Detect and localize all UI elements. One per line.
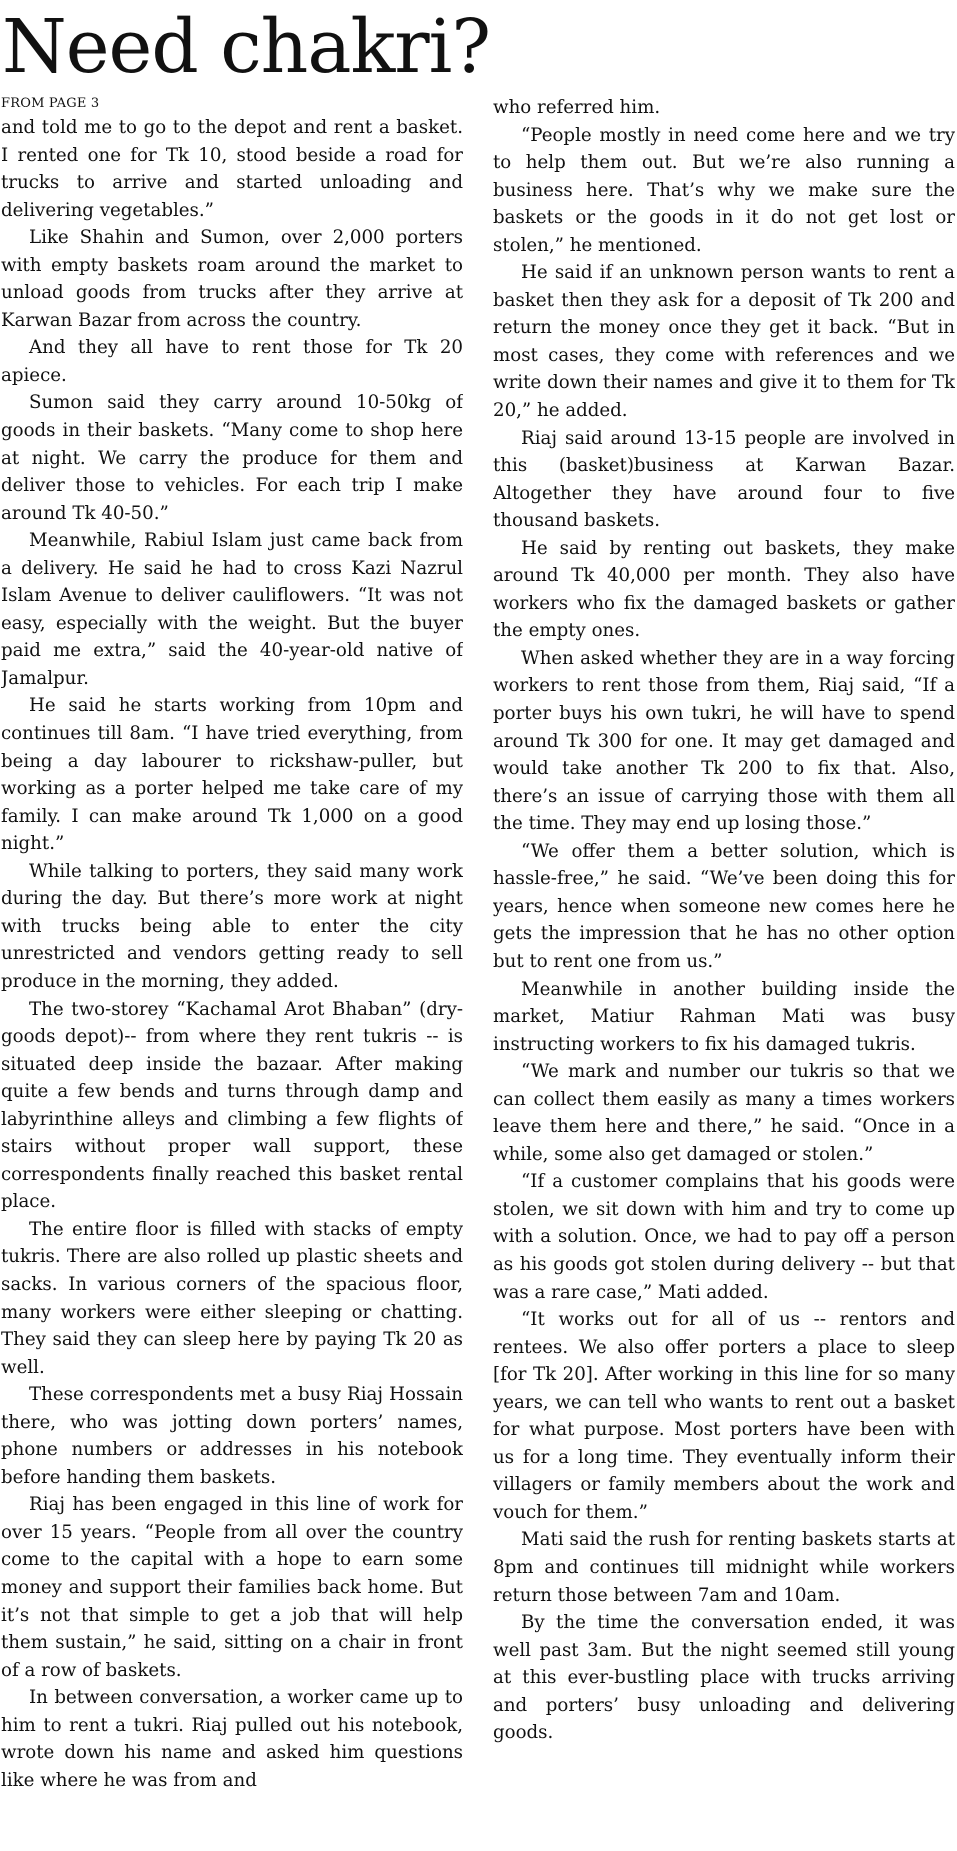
headline: Need chakri? bbox=[2, 4, 491, 90]
article-paragraph: “People mostly in need come here and we try to help them out. But we’re also running a business here. That’s why we make sure the baskets or the goods in it do not get lost or stolen,” he mentioned. bbox=[493, 124, 955, 256]
article-paragraph: and told me to go to the depot and rent a basket. I rented one for Tk 10, stood beside a road for trucks to arrive and started unloading and delivering vegetables.” bbox=[1, 117, 463, 221]
article-paragraph: Meanwhile, Rabiul Islam just came back from a delivery. He said he had to cross Kazi Nazrul Islam Avenue to deliver cauliflowers. “It was not easy, especially with the weight. But the buyer paid me extra,” said the 40-year-old native of Jamalpur. bbox=[1, 530, 463, 689]
article-paragraph: And they all have to rent those for Tk 20 apiece. bbox=[1, 337, 463, 386]
article-paragraph: He said if an unknown person wants to rent a basket then they ask for a deposit of Tk 200 and return the money once they get it back. “But in most cases, they come with references and we write down their names and give it to them for Tk 20,” he added. bbox=[493, 262, 955, 422]
article-paragraph: When asked whether they are in a way forcing workers to rent those from them, Riaj said, “If a porter buys his own tukri, he will have to spend around Tk 300 for one. It may get damaged and would take another Tk 200 to fix that. Also, there’s an issue of carrying those with them all the time. They may end up losing those.” bbox=[493, 647, 955, 835]
article-paragraph: who referred him. bbox=[493, 97, 661, 118]
article-paragraph: In between conversation, a worker came up to him to rent a tukri. Riaj pulled out his notebook, wrote down his name and asked him questions like where he was from and bbox=[1, 1687, 463, 1791]
article-paragraph: Like Shahin and Sumon, over 2,000 porters with empty baskets roam around the market to unload goods from trucks after they arrive at Karwan Bazar from across the country. bbox=[1, 227, 463, 331]
article-paragraph: Riaj said around 13-15 people are involved in this (basket)business at Karwan Bazar. Altogether they have around four to five thousand baskets. bbox=[493, 427, 955, 532]
article-paragraph: Meanwhile in another building inside the market, Matiur Rahman Mati was busy instructing workers to fix his damaged tukris. bbox=[493, 978, 955, 1055]
article-column-left bbox=[1, 94, 463, 1851]
article-column-right bbox=[493, 94, 955, 1851]
article-paragraph: “We offer them a better solution, which is hassle-free,” he said. “We’ve been doing this for years, hence when someone new comes here he gets the impression that he has no other option but to rent one from us.” bbox=[493, 840, 955, 972]
article-paragraph: “It works out for all of us -- rentors and rentees. We also offer porters a place to sleep [for Tk 20]. After working in this line for so many years, we can tell who wants to rent out a basket for what purpose. Most porters have been with us for a long time. They eventually inform their villagers or family members about the work and vouch for them.” bbox=[493, 1309, 955, 1523]
article-paragraph: “We mark and number our tukris so that we can collect them easily as many a times workers leave them here and there,” he said. “Once in a while, some also get damaged or stolen.” bbox=[493, 1061, 955, 1165]
article-paragraph: While talking to porters, they said many work during the day. But there’s more work at night with trucks being able to enter the city unrestricted and vendors getting ready to sell produce in the morning, they added. bbox=[1, 860, 463, 992]
article-paragraph: These correspondents met a busy Riaj Hossain there, who was jotting down porters’ names, phone numbers or addresses in his notebook before handing them baskets. bbox=[1, 1384, 463, 1488]
article-paragraph: The two-storey “Kachamal Arot Bhaban” (dry-goods depot)-- from where they rent tukris -- is situated deep inside the bazaar. After making quite a few bends and turns through damp and labyrinthine alleys and climbing a few flights of stairs without proper wall support, these correspondents finally reached this basket rental place. bbox=[1, 998, 463, 1213]
article-paragraph: Sumon said they carry around 10-50kg of goods in their baskets. “Many come to shop here at night. We carry the produce for them and deliver those to vehicles. For each trip I make around Tk 40-50.” bbox=[1, 392, 463, 524]
article-paragraph: By the time the conversation ended, it was well past 3am. But the night seemed still young at this ever-bustling place with trucks arriving and porters’ busy unloading and delivering goods. bbox=[493, 1612, 955, 1744]
right-column-body bbox=[493, 94, 955, 1747]
article-paragraph: Riaj has been engaged in this line of work for over 15 years. “People from all over the country come to the capital with a hope to earn some money and support their families back home. But it’s not that simple to get a job that will help them sustain,” he said, sitting on a chair in front of a row of baskets. bbox=[1, 1494, 463, 1681]
article-paragraph: He said by renting out baskets, they make around Tk 40,000 per month. They also have workers who fix the damaged baskets or gather the empty ones. bbox=[493, 537, 955, 642]
article-paragraph: Mati said the rush for renting baskets starts at 8pm and continues till midnight while workers return those between 7am and 10am. bbox=[493, 1529, 955, 1606]
left-column-body bbox=[1, 114, 463, 1794]
article-paragraph: “If a customer complains that his goods were stolen, we sit down with him and try to come up with a solution. Once, we had to pay off a person as his goods got stolen during delivery -- but that was a rare case,” Mati added. bbox=[493, 1171, 955, 1303]
article-paragraph: He said he starts working from 10pm and continues till 8am. “I have tried everything, from being a day labourer to rickshaw-puller, but working as a porter helped me take care of my family. I can make around Tk 1,000 on a good night.” bbox=[1, 695, 463, 855]
continued-from-label: FROM PAGE 3 bbox=[1, 96, 100, 111]
article-paragraph: The entire floor is filled with stacks of empty tukris. There are also rolled up plastic sheets and sacks. In various corners of the spacious floor, many workers were either sleeping or chatting. They said they can sleep here by paying Tk 20 as well. bbox=[1, 1218, 463, 1378]
